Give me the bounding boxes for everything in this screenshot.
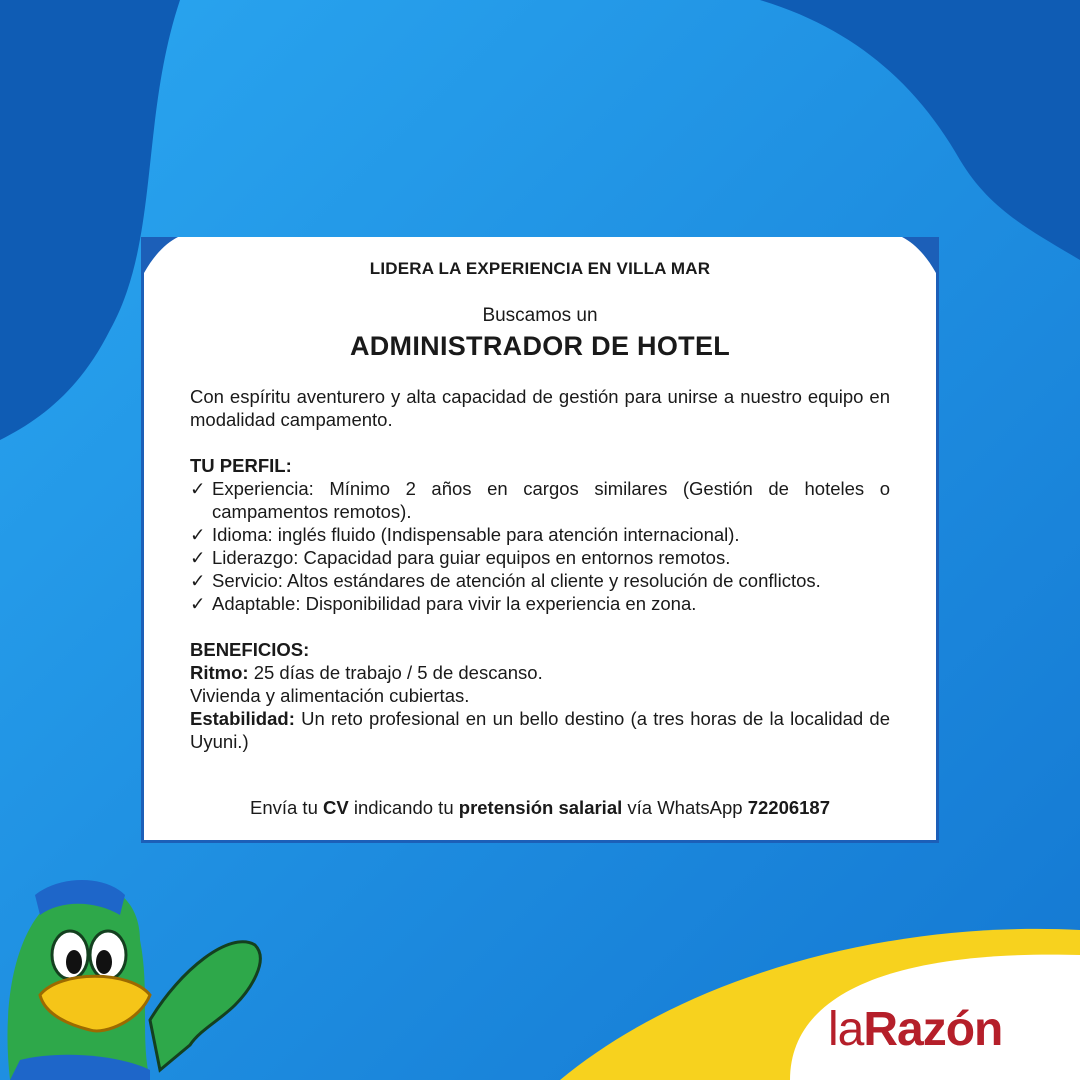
check-icon: ✓ [190,593,206,614]
check-icon: ✓ [190,524,206,545]
list-item: ✓ Liderazgo: Capacidad para guiar equipos en entornos remotos. [190,547,731,568]
description: Con espíritu aventurero y alta capacidad de gestión para unirse a nuestro equipo en modalidad campamento. [190,386,890,430]
check-icon: ✓ [190,570,206,591]
parrot-mascot [0,870,300,1080]
posting-body [190,385,890,753]
profile-title: TU PERFIL: [190,455,292,476]
check-icon: ✓ [190,547,206,568]
intro-line: Buscamos un [482,305,598,326]
check-icon: ✓ [190,478,206,499]
whatsapp-number: 72206187 [747,797,831,818]
la-razon-logo: laRazón [828,1003,1003,1056]
benefit-housing: Vivienda y alimentación cubiertas. [190,685,470,706]
headline: LIDERA LA EXPERIENCIA EN VILLA MAR [369,259,711,278]
benefits-title: BENEFICIOS: [190,639,310,660]
list-item: ✓ Experiencia: Mínimo 2 años en cargos similares (Gestión de hoteles o campamentos remotos). [190,478,890,522]
list-item: ✓ Servicio: Altos estándares de atención al cliente y resolución de conflictos. [190,570,821,591]
benefit-rhythm: Ritmo: 25 días de trabajo / 5 de descanso. [190,662,543,683]
list-item: ✓ Adaptable: Disponibilidad para vivir la experiencia en zona. [190,593,697,614]
benefit-stability: Estabilidad: Un reto profesional en un bello destino (a tres horas de la localidad de Uyuni.) [190,708,890,752]
job-posting-card [141,237,939,843]
call-to-action: Envía tu CV indicando tu pretensión salarial vía WhatsApp 72206187 [249,797,831,818]
job-title: ADMINISTRADOR DE HOTEL [349,331,731,361]
profile-list [190,477,890,615]
list-item: ✓ Idioma: inglés fluido (Indispensable para atención internacional). [190,524,740,545]
